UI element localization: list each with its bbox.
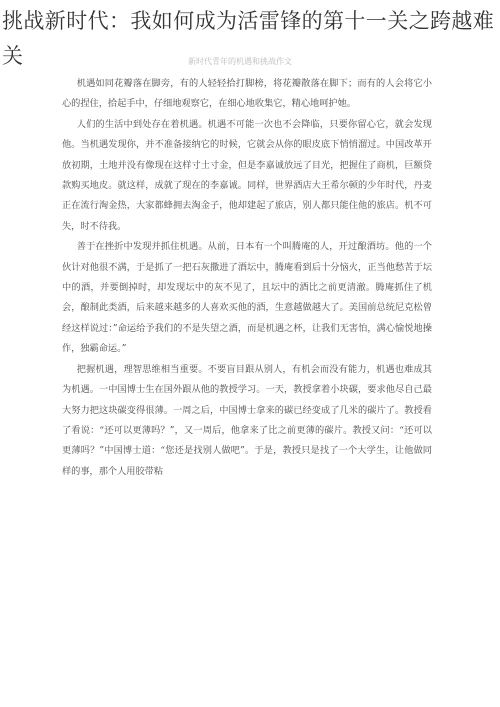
page-title: 挑战新时代：我如何成为活雷锋的第十一关之跨越难关	[2, 9, 495, 68]
article-paragraph: 善于在挫折中发现并抓住机遇。从前，日本有一个叫腾庵的人，开过酿酒坊。他的一个伙计对他很不满，于是抓了一把石灰撒进了酒坛中，腾庵看到后十分恼火，正当他愁苦于坛中的酒，并要倒掉时，却发现坛中的灰不见了，且坛中的酒比之前更清澈。腾庵抓住了机会，酿制此类酒，后来越来越多的人喜欢买他的酒，生意越做越大了。美国前总统尼克松曾经这样说过：”命运给予我们的不是失望之酒，而是机遇之杯，让我们无害怕，满心愉悦地操作，独霸命运。”	[62, 241, 432, 355]
article-paragraph: 人们的生活中到处存在着机遇。机遇不可能一次也不会降临，只要你留心它，就会发现他。当机遇发现你，并不准备接纳它的时候，它就会从你的眼皮底下悄悄溜过。中国改革开放初期，土地并没有像现在这样寸土寸金，但是李嘉诚放远了目光，把握住了商机，巨额贷款购买地皮。就这样，成就了现在的李嘉诚。同样，世界酒店大王希尔顿的少年时代，丹麦正在流行淘金热，大家都蜂拥去淘金子，他却建起了旅店，别人都只能住他的旅店。机不可失，时不待我。	[62, 118, 432, 232]
article-subtitle: 新时代青年的机遇和挑战作文	[188, 57, 292, 66]
article-paragraph: 机遇如同花瓣落在脚旁，有的人轻轻拾打脚榜，将花瓣散落在脚下；而有的人会将它小心的捏住，拾起手中，仔细地观察它，在细心地收集它，精心地呵护她。	[62, 78, 432, 110]
article-body	[62, 74, 432, 482]
article-paragraph: 把握机遇，理智思维相当重要。不要盲目跟从别人，有机会而没有能力，机遇也难成其为机遇。一中国博士生在国外跟从他的教授学习。一天，教授拿着小块碳，要求他尽自己最大努力把这块碳变得很薄。一周之后，中国博士拿来的碳已经变成了几米的碳片了。教授看了看说：“还可以更薄吗？”，又一周后，他拿来了比之前更薄的碳片。教授又问：“还可以更薄吗？”中国博士道：“您还是找别人做吧”。于是，教授只是找了一个大学生，让他做同样的事，那个人用胶带粘	[62, 363, 432, 477]
